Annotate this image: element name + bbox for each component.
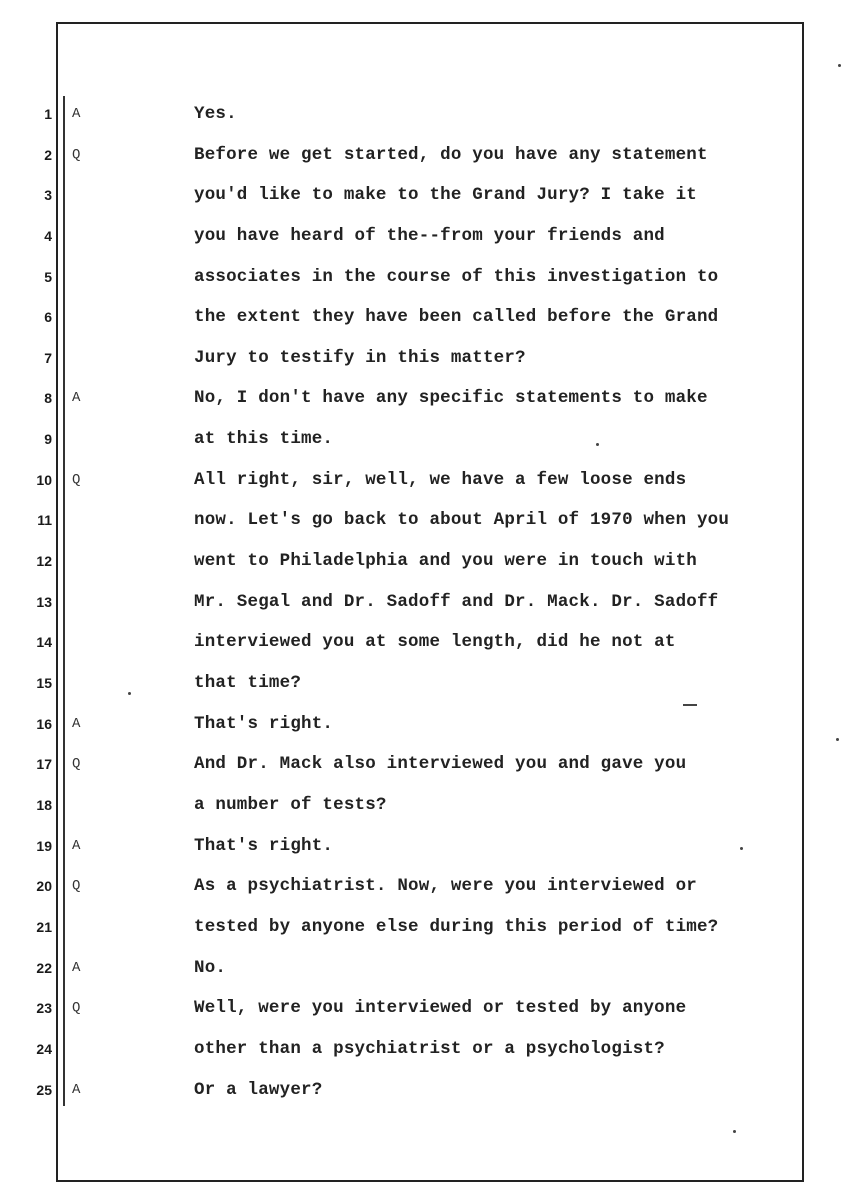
line-text: And Dr. Mack also interviewed you and gave you xyxy=(194,754,687,774)
line-text: Before we get started, do you have any statement xyxy=(194,145,708,165)
transcript-line xyxy=(0,956,860,980)
line-text: went to Philadelphia and you were in touch with xyxy=(194,551,697,571)
line-text: No, I don't have any specific statements to make xyxy=(194,388,708,408)
line-text: at this time. xyxy=(194,429,334,449)
line-number: 16 xyxy=(36,716,52,732)
speaker-label: Q xyxy=(72,756,81,772)
line-number: 6 xyxy=(44,309,52,325)
scan-speck xyxy=(838,64,841,67)
line-text: you'd like to make to the Grand Jury? I take it xyxy=(194,185,697,205)
speaker-label: A xyxy=(72,838,81,854)
transcript-line xyxy=(0,1078,860,1102)
line-number: 15 xyxy=(36,675,52,691)
transcript-line xyxy=(0,1037,860,1061)
line-number: 21 xyxy=(36,919,52,935)
line-text: a number of tests? xyxy=(194,795,387,815)
speaker-label: Q xyxy=(72,878,81,894)
line-text: interviewed you at some length, did he not at xyxy=(194,632,676,652)
scan-speck xyxy=(596,443,599,446)
line-text: Or a lawyer? xyxy=(194,1080,323,1100)
line-number: 12 xyxy=(36,553,52,569)
line-text: All right, sir, well, we have a few loose ends xyxy=(194,470,687,490)
scan-speck xyxy=(733,1130,736,1133)
line-number: 19 xyxy=(36,838,52,854)
line-text: As a psychiatrist. Now, were you interviewed or xyxy=(194,876,697,896)
line-text: That's right. xyxy=(194,714,334,734)
line-number: 10 xyxy=(36,472,52,488)
transcript-line xyxy=(0,996,860,1020)
scan-speck xyxy=(740,847,743,850)
transcript-line xyxy=(0,630,860,654)
line-text: other than a psychiatrist or a psychologist? xyxy=(194,1039,665,1059)
transcript-line xyxy=(0,793,860,817)
scan-speck xyxy=(128,692,131,695)
line-number: 9 xyxy=(44,431,52,447)
line-number: 7 xyxy=(44,350,52,366)
line-number: 5 xyxy=(44,269,52,285)
line-number: 8 xyxy=(44,390,52,406)
line-number: 4 xyxy=(44,228,52,244)
line-number: 3 xyxy=(44,187,52,203)
line-number: 20 xyxy=(36,878,52,894)
transcript-line xyxy=(0,508,860,532)
transcript-line xyxy=(0,549,860,573)
line-number: 25 xyxy=(36,1082,52,1098)
line-text: associates in the course of this investigation to xyxy=(194,267,719,287)
speaker-label: A xyxy=(72,106,81,122)
transcript-line xyxy=(0,834,860,858)
speaker-label: Q xyxy=(72,1000,81,1016)
transcript-line xyxy=(0,915,860,939)
line-text: That's right. xyxy=(194,836,334,856)
transcript-line xyxy=(0,224,860,248)
line-number: 2 xyxy=(44,147,52,163)
speaker-label: A xyxy=(72,390,81,406)
transcript-line xyxy=(0,712,860,736)
line-number: 23 xyxy=(36,1000,52,1016)
line-number: 14 xyxy=(36,634,52,650)
speaker-label: Q xyxy=(72,472,81,488)
scan-mark xyxy=(683,704,697,706)
line-text: the extent they have been called before the Grand xyxy=(194,307,719,327)
line-number: 18 xyxy=(36,797,52,813)
line-number: 22 xyxy=(36,960,52,976)
transcript-line xyxy=(0,265,860,289)
line-text: Yes. xyxy=(194,104,237,124)
speaker-label: A xyxy=(72,1082,81,1098)
transcript-line xyxy=(0,346,860,370)
line-text: Mr. Segal and Dr. Sadoff and Dr. Mack. Dr. Sadoff xyxy=(194,592,719,612)
line-number: 11 xyxy=(37,512,52,528)
line-text: you have heard of the--from your friends and xyxy=(194,226,665,246)
transcript-line xyxy=(0,874,860,898)
line-number: 1 xyxy=(44,106,52,122)
line-number: 24 xyxy=(36,1041,52,1057)
line-text: that time? xyxy=(194,673,302,693)
transcript-line xyxy=(0,102,860,126)
line-number: 13 xyxy=(36,594,52,610)
scan-speck xyxy=(836,738,839,741)
line-text: No. xyxy=(194,958,227,978)
speaker-label: A xyxy=(72,716,81,732)
transcript-line xyxy=(0,143,860,167)
speaker-label: Q xyxy=(72,147,81,163)
transcript-line xyxy=(0,305,860,329)
transcript-line xyxy=(0,468,860,492)
line-number: 17 xyxy=(36,756,52,772)
line-text: Well, were you interviewed or tested by anyone xyxy=(194,998,687,1018)
transcript-line xyxy=(0,590,860,614)
transcript-line xyxy=(0,386,860,410)
transcript-line xyxy=(0,752,860,776)
transcript-line xyxy=(0,427,860,451)
line-text: now. Let's go back to about April of 1970 when you xyxy=(194,510,730,530)
speaker-label: A xyxy=(72,960,81,976)
transcript-line xyxy=(0,183,860,207)
line-text: Jury to testify in this matter? xyxy=(194,348,526,368)
line-text: tested by anyone else during this period of time? xyxy=(194,917,719,937)
